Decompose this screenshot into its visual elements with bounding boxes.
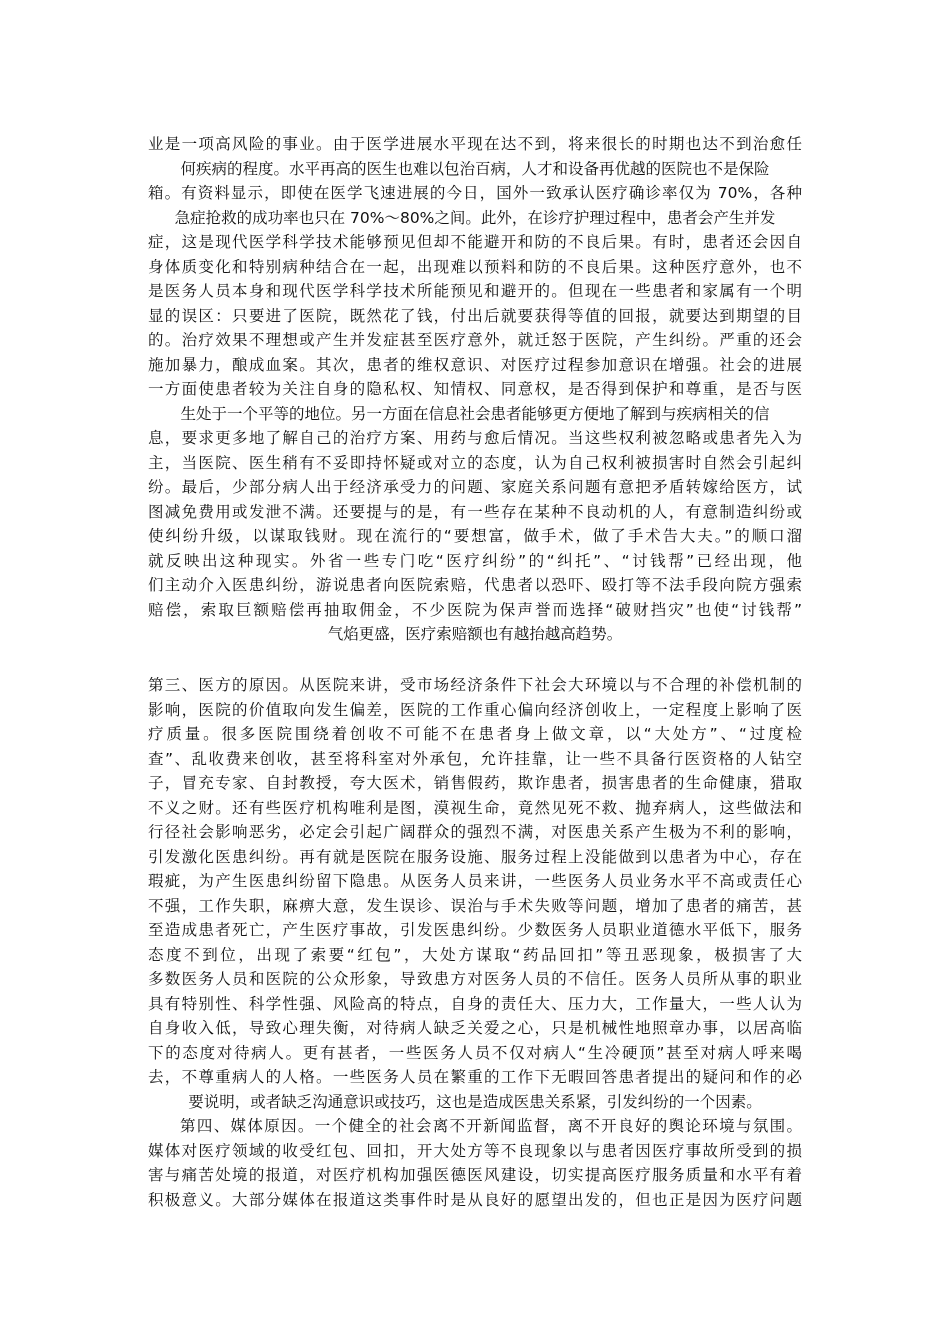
text-line: 不强，工作失职，麻痹大意，发生误诊、误治与手术失败等问题，增加了患者的痛苦，甚 [148,896,802,915]
text-line: 下的态度对待病人。更有甚者，一些医务人员不仅对病人“生冷硬顶”甚至对病人呼来喝 [148,1043,802,1062]
text-line: 疗质量。很多医院围绕着创收不可能不在患者身上做文章，以“大处方”、“过度检 [148,725,802,743]
text-line: 第四、媒体原因。一个健全的社会离不开新闻监督，离不开良好的舆论环境与氛围。 [180,1117,802,1135]
text-line: 害与痛苦处境的报道，对医疗机构加强医德医风建设，切实提高医疗服务质量和水平有着 [148,1166,802,1184]
text-line: 影响，医院的价值取向发生偏差，医院的工作重心偏向经济创收上，一定程度上影响了医 [148,700,802,719]
text-line: 业是一项高风险的事业。由于医学进展水平现在达不到，将来很长的时期也达不到治愈任 [148,135,802,153]
text-line: 自身收入低，导致心理失衡，对待病人缺乏关爱之心，只是机械性地照章办事，以居高临 [148,1019,802,1037]
text-line: 赔偿，索取巨额赔偿再抽取佣金，不少医院为保声誉而选择“破财挡灾”也使“讨钱帮” [148,600,802,619]
text-line: 生处于一个平等的地位。另一方面在信息社会患者能够更方便地了解到与疾病相关的信 [180,404,770,423]
text-line: 箱。有资料显示，即使在医学飞速进展的今日，国外一致承认医疗确诊率仅为 70%，各种 [148,184,802,202]
text-line: 急症抢救的成功率也只在 70%～80%之间。此外，在诊疗护理过程中，患者会产生并发 [174,208,776,227]
paragraph-patient-causes [148,132,802,647]
text-line: 去，不尊重病人的人格。一些医务人员在繁重的工作下无暇回答患者提出的疑问和作的必 [148,1068,802,1086]
text-line: 媒体对医疗领域的收受红包、回扣，开大处方等不良现象以与患者因医疗事故所受到的损 [148,1141,802,1160]
text-line: 身体质变化和特别病种结合在一起，出现难以预料和防的不良后果。这种医疗意外，也不 [148,257,802,276]
text-line: 图减免费用或发泄不满。还要提与的是，有一些存在某种不良动机的人，有意制造纠纷或 [148,502,802,521]
text-line: 一方面使患者较为关注自身的隐私权、知情权、同意权，是否得到保护和尊重，是否与医 [148,380,802,398]
text-line: 何疾病的程度。水平再高的医生也难以包治百病，人才和设备再优越的医院也不是保险 [180,159,770,178]
text-line: 是医务人员本身和现代医学科学技术所能预见和避开的。但现在一些患者和家属有一个明 [148,282,802,300]
text-line: 态度不到位，出现了索要“红包”，大处方谋取“药品回扣”等丑恶现象，极损害了大 [148,945,802,964]
text-line: 施加暴力，酿成血案。其次，患者的维权意识、对医疗过程参加意识在增强。社会的进展 [148,355,802,374]
text-line: 积极意义。大部分媒体在报道这类事件时是从良好的愿望出发的，但也正是因为医疗问题 [148,1190,802,1209]
text-line: 显的误区：只要进了医院，既然花了钱，付出后就要获得等值的回报，就要达到期望的目 [148,306,802,325]
paragraph-media-causes [148,1114,802,1212]
text-line: 具有特别性、科学性强、风险高的特点，自身的责任大、压力大，工作量大，一些人认为 [148,994,802,1013]
text-line: 气焰更盛，医疗索赔额也有越抬越高趋势。 [327,625,623,643]
text-line: 瑕疵，为产生医患纠纷留下隐患。从医务人员来讲，一些医务人员业务水平不高或责任心 [148,872,802,890]
text-line: 纷。最后，少部分病人出于经济承受力的问题、家庭关系问题有意把矛盾转嫁给医方，试 [148,478,802,496]
text-line: 使纠纷升级，以谋取钱财。现在流行的“要想富，做手术，做了手术告大夫。”的顺口溜 [148,527,802,545]
text-line: 主，当医院、医生稍有不妥即持怀疑或对立的态度，认为自己权利被损害时自然会引起纠 [148,453,802,472]
text-line: 们主动介入医患纠纷，游说患者向医院索赔，代患者以恐吓、殴打等不法手段向院方强索 [148,576,802,594]
paragraph-medical-side-causes [148,673,802,1114]
text-line: 至造成患者死亡，产生医疗事故，引发医患纠纷。少数医务人员职业道德水平低下，服务 [148,921,802,939]
text-line: 要说明，或者缺乏沟通意识或技巧，这也是造成医患关系紧，引发纠纷的一个因素。 [188,1092,762,1111]
text-line: 第三、医方的原因。从医院来讲，受市场经济条件下社会大环境以与不合理的补偿机制的 [148,676,802,694]
text-line: 引发激化医患纠纷。再有就是医院在服务设施、服务过程上没能做到以患者为中心，存在 [148,847,802,866]
text-line: 症，这是现代医学科学技术能够预见但却不能避开和防的不良后果。有时，患者还会因自 [148,233,802,251]
text-line: 多数医务人员和医院的公众形象，导致患方对医务人员的不信任。医务人员所从事的职业 [148,970,802,988]
text-line: 行径社会影响恶劣，必定会引起广阔群众的强烈不满，对医患关系产生极为不利的影响， [148,823,802,841]
text-line: 不义之财。还有些医疗机构唯利是图，漠视生命，竟然见死不救、抛弃病人，这些做法和 [148,798,802,817]
text-line: 查”、乱收费来创收，甚至将科室对外承包，允许挂靠，让一些不具备行医资格的人钻空 [148,749,802,768]
text-line: 子，冒充专家、自封教授，夸大医术，销售假药，欺诈患者，损害患者的生命健康，猎取 [148,774,802,792]
text-line: 就反映出这种现实。外省一些专门吃“医疗纠纷”的“纠托”、“讨钱帮”已经出现，他 [148,551,802,570]
text-line: 息，要求更多地了解自己的治疗方案、用药与愈后情况。当这些权利被忽略或患者先入为 [148,429,802,447]
text-line: 的。治疗效果不理想或产生并发症甚至医疗意外，就迁怒于医院，产生纠纷。严重的还会 [148,331,802,349]
